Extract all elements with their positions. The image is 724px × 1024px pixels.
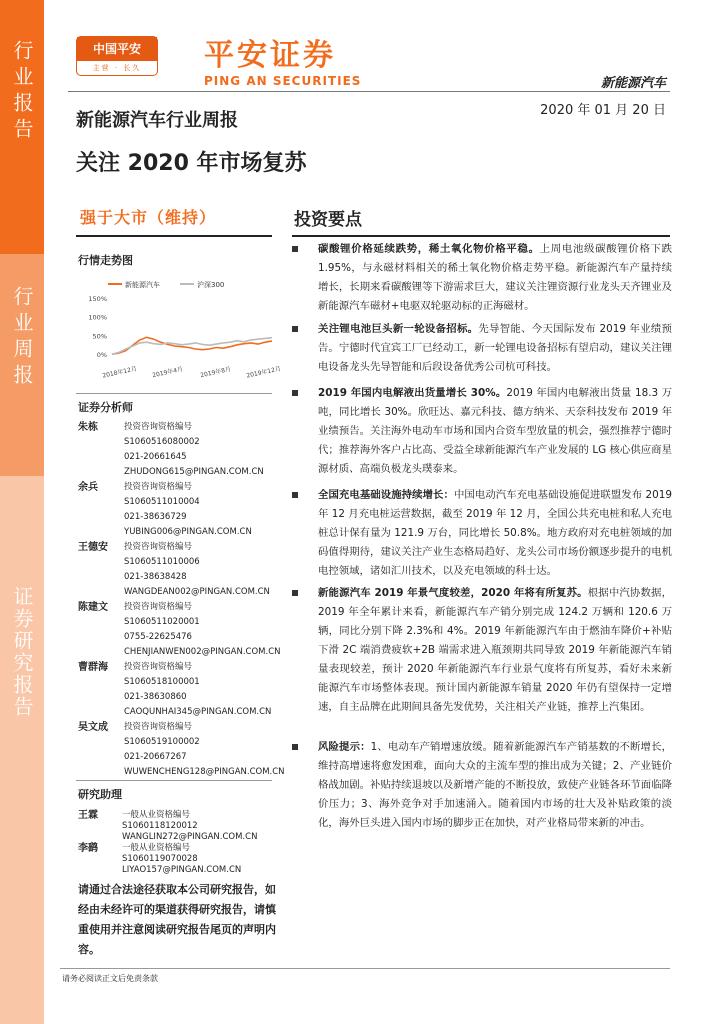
x-tick-label: 2019年4月 [151, 365, 184, 380]
x-tick-label: 2019年8月 [199, 365, 232, 380]
bullet-text [318, 738, 672, 833]
summary-divider [292, 235, 670, 237]
assistant-line: 一般从业资格编号 [122, 843, 191, 853]
assistant-line: S1060118120012 [122, 821, 198, 831]
analyst-name: 王德安 [78, 542, 108, 553]
report-date: 2020 年 01 月 20 日 [540, 103, 666, 118]
analyst-email[interactable]: ZHUDONG615@PINGAN.COM.CN [124, 467, 264, 477]
analyst-email[interactable]: CAOQUNHAI345@PINGAN.COM.CN [124, 707, 272, 717]
analyst-divider [76, 393, 272, 394]
analyst-line: 投资咨询资格编号 [124, 542, 193, 552]
assistant-line: S1060119070028 [122, 854, 198, 864]
logo-sub-text: 主营 · 长久 [92, 64, 142, 72]
bullet-body: 中国电动汽车充电基础设施促进联盟发布 2019 年 12 月充电桩运营数据，截至 2019 年 12 月，全国公共充电桩和私人充电桩总计保有量为 121.9 万台，同比增长 50.8%。地方政府对充电桩领域的加码值得期待，建议关注产业生态格局趋好、龙头公司市场份额逐步提升的电机电控领域，诸如汇川技术，以及充电领域的科士达。 [318, 489, 672, 577]
summary-bullet [292, 584, 672, 717]
analyst-line: 投资咨询资格编号 [124, 482, 193, 492]
summary-bullet [292, 384, 672, 479]
bullet-body: 1、电动车产销增速放缓。随着新能源汽车产销基数的不断增长，维持高增速将愈发困难，面向大众的主流车型的推出成为关键；2、产业链价格战加剧。补贴持续退坡以及新增产能的不断投放，致使产业链各环节面临降价压力；3、海外竞争对手加速涌入。随着国内市场的壮大及补贴政策的淡化，海外巨头进入国内市场的脚步正在加快，对产业格局带来新的冲击。 [318, 741, 673, 829]
analyst-email[interactable]: WUWENCHENG128@PINGAN.COM.CN [124, 767, 285, 777]
analyst-line: S1060511020001 [124, 617, 200, 627]
bullet-body: 先导智能、今天国际发布 2019 年业绩预告。宁德时代宜宾工厂已经动工，新一轮锂电设备招标有望启动，建议关注锂电设备龙头先导智能和后段设备优秀公司杭可科技。 [318, 323, 672, 373]
assistant-email[interactable]: WANGLIN272@PINGAN.COM.CN [122, 832, 258, 842]
analyst-info [124, 480, 252, 540]
report-type: 新能源汽车行业周报 [76, 110, 238, 131]
assistant-email[interactable]: LIYAO157@PINGAN.COM.CN [122, 865, 242, 875]
bullet-text [318, 584, 672, 717]
summary-bullet [292, 240, 672, 316]
side-text-1: 行业报告 [10, 40, 34, 144]
assistant-divider [76, 780, 272, 781]
analyst-name: 吴文成 [78, 722, 108, 733]
analyst-info [124, 420, 264, 480]
brand-en: PING AN SECURITIES [204, 74, 362, 88]
assistant-title: 研究助理 [78, 788, 122, 801]
bullet-square-icon [292, 326, 298, 332]
analyst-line: 投资咨询资格编号 [124, 662, 193, 672]
side-label-industry-report [0, 0, 44, 254]
summary-bullet [292, 320, 672, 377]
bullet-lead: 新能源汽车 2019 年景气度较差，2020 年将有所复苏。 [318, 587, 588, 599]
bullet-text [318, 384, 672, 479]
assistant-info [122, 810, 257, 843]
analyst-line: S1060519100002 [124, 737, 200, 747]
bullet-body: 上周电池级碳酸锂价格下跌 1.95%，与永磁材料相关的稀土氧化物价格走势平稳。新能源汽车产量持续增长，长期来看碳酸锂等下游需求巨大，建议关注锂资源行业龙头天齐锂业及新能源汽车磁材+电驱双轮驱动标的正海磁材。 [318, 243, 673, 312]
analyst-info [124, 720, 285, 780]
analyst-email[interactable]: CHENJIANWEN002@PINGAN.COM.CN [124, 647, 281, 657]
legend-label: 沪深300 [197, 281, 225, 289]
side-text-3: 证券研究报告 [10, 586, 34, 718]
bullet-body: 根据中汽协数据，2019 年全年累计来看，新能源汽车产销分别完成 124.2 万辆和 120.6 万辆，同比分别下降 2.3%和 4%。2019 年新能源汽车由于燃油车降价+补贴下滑 2C 端消费疲软+2B 端需求进入瓶颈期共同导致 2019 年新能源汽车销量表现较差，预计 2020 年新能源汽车行业景气度将有所复苏，看好未来新能源汽车市场整体表现。预计国内新能源车销量 2020 年仍有望保持一定增速，自主品牌在此期间具备先发优势，关注相关产业链，推荐上汽集团。 [318, 587, 672, 713]
analyst-name: 余兵 [78, 482, 98, 493]
bullet-square-icon [292, 590, 298, 596]
bullet-text [318, 240, 672, 316]
analyst-line: 投资咨询资格编号 [124, 422, 193, 432]
y-tick-label: 100% [88, 313, 107, 322]
rating: 强于大市（维持） [80, 208, 217, 227]
analyst-line: S1060511010004 [124, 497, 200, 507]
assistant-line: 一般从业资格编号 [122, 810, 191, 820]
analyst-info [124, 600, 281, 660]
analyst-info [124, 660, 271, 720]
disclaimer-note: 请通过合法途径获取本公司研究报告，如经由未经许可的渠道获得研究报告，请慎重使用并注意阅读研究报告尾页的声明内容。 [78, 883, 276, 956]
brand-logo [204, 30, 361, 88]
bullet-lead: 2019 年国内电解液出货量增长 30%。 [318, 387, 507, 399]
assistant-name: 王霖 [78, 810, 98, 821]
bullet-lead: 关注锂电池巨头新一轮设备招标。 [318, 323, 479, 335]
x-tick-label: 2018年12月 [101, 365, 138, 380]
y-tick-label: 0% [96, 351, 107, 360]
analyst-email[interactable]: WANGDEAN002@PINGAN.COM.CN [124, 587, 270, 597]
header-divider [68, 91, 670, 92]
bullet-square-icon [292, 390, 298, 396]
bullet-square-icon [292, 492, 298, 498]
side-label-research [0, 476, 44, 1024]
logo-main-text: 中国平安 [77, 37, 157, 61]
analyst-line: 0755-22625476 [124, 632, 192, 642]
sector-tag: 新能源汽车 [600, 76, 666, 91]
analyst-email[interactable]: YUBING006@PINGAN.COM.CN [124, 527, 252, 537]
analyst-line: 021-38636729 [124, 512, 187, 522]
analyst-line: 021-38630860 [124, 692, 187, 702]
bullet-text [318, 486, 672, 581]
ping-an-logo [76, 36, 158, 76]
y-tick-label: 50% [92, 332, 107, 341]
side-bar [0, 0, 44, 1024]
trend-chart [76, 272, 282, 392]
analyst-name: 曹群海 [78, 662, 108, 673]
analyst-line: 021-38638428 [124, 572, 187, 582]
report-title: 关注 2020 年市场复苏 [76, 151, 307, 176]
bullet-square-icon [292, 744, 298, 750]
bullet-body: 2019 年国内电解液出货量 18.3 万吨，同比增长 30%。欣旺达、嘉元科技、德方纳米、天奈科技发布 2019 年业绩预告。关注海外电动车市场和国内合资车型放量的机会，强烈推荐宁德时代；推荐海外客户占比高、受益全球新能源汽车产业发展的 LG 核心供应商星源材质、高端负极龙头璞泰来。 [318, 387, 672, 475]
analyst-name: 朱栋 [78, 422, 98, 433]
assistant-name: 李鹞 [78, 843, 98, 854]
analyst-line: 投资咨询资格编号 [124, 722, 193, 732]
analyst-name: 陈建文 [78, 602, 108, 613]
trend-title: 行情走势图 [78, 254, 133, 267]
analyst-line: S1060518100001 [124, 677, 200, 687]
summary-bullet [292, 486, 672, 581]
side-text-2: 行业周报 [10, 286, 34, 390]
y-tick-label: 150% [88, 294, 107, 303]
rating-divider [76, 235, 272, 237]
side-label-weekly [0, 254, 44, 476]
footer-divider [60, 968, 670, 969]
series-line [112, 338, 272, 355]
analyst-info [124, 540, 270, 600]
analyst-line: 021-20661645 [124, 452, 187, 462]
analyst-line: S1060516080002 [124, 437, 200, 447]
summary-bullet [292, 738, 672, 833]
assistant-info [122, 843, 241, 876]
analyst-line: 021-20667267 [124, 752, 187, 762]
x-tick-label: 2019年12月 [245, 365, 282, 380]
brand-cn: 平安证券 [204, 38, 336, 73]
bullet-lead: 碳酸锂价格延续跌势，稀土氧化物价格平稳。 [318, 243, 540, 255]
legend-label: 新能源汽车 [125, 281, 160, 289]
bullet-square-icon [292, 246, 298, 252]
footer-text: 请务必阅读正文后免责条款 [62, 974, 158, 983]
analyst-line: S1060511010006 [124, 557, 200, 567]
analyst-line: 投资咨询资格编号 [124, 602, 193, 612]
bullet-lead: 全国充电基础设施持续增长： [318, 489, 454, 501]
summary-title: 投资要点 [294, 210, 362, 230]
analyst-title: 证券分析师 [78, 401, 133, 414]
bullet-lead: 风险提示： [318, 741, 371, 753]
series-line [112, 337, 272, 354]
bullet-text [318, 320, 672, 377]
